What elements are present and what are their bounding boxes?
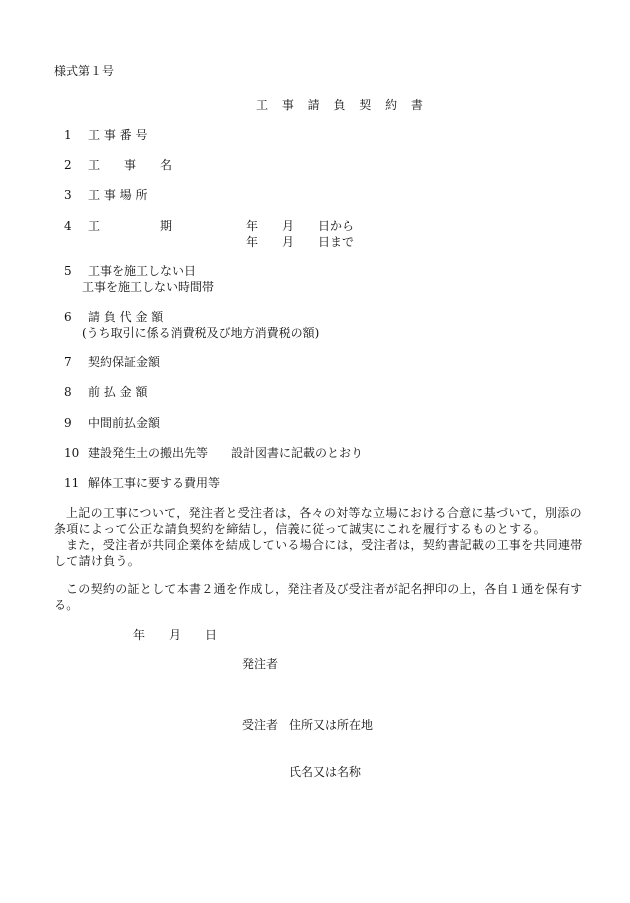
paragraph-agreement: 上記の工事について，発注者と受注者は，各々の対等な立場における合意に基づいて，別添の条項によって公正な請負契約を締結し，信義に従って誠実にこれを履行するものとする。 — [54, 506, 582, 536]
item-label: 工事を施工しない日 — [88, 264, 197, 278]
item-6 — [64, 309, 163, 325]
item-number: 11 — [64, 476, 80, 490]
item-8 — [64, 384, 147, 400]
item-9 — [64, 415, 160, 431]
item-label: 建設発生土の搬出先等 — [88, 446, 209, 460]
paragraph-witness: この契約の証として本書２通を作成し，発注者及び受注者が記名押印の上，各自１通を保有する。 — [54, 582, 583, 612]
item-label: 工 事 場 所 — [88, 188, 148, 202]
item-2 — [64, 157, 172, 173]
name-label: 氏名又は名称 — [289, 765, 362, 779]
contractor-label: 受注者 — [242, 718, 279, 732]
item-number: 5 — [64, 264, 72, 278]
item-number: 6 — [64, 310, 72, 324]
address-label: 住所又は所在地 — [289, 718, 374, 732]
item-number: 9 — [64, 416, 72, 430]
item-label: 解体工事に要する費用等 — [88, 476, 221, 490]
orderer-label: 発注者 — [242, 657, 279, 671]
item-3 — [64, 187, 147, 203]
item-6-sub: (うち取引に係る消費税及び地方消費税の額) — [82, 326, 320, 340]
item-label: 前 払 金 額 — [88, 385, 148, 399]
item-number: 4 — [64, 219, 72, 233]
item-number: 7 — [64, 355, 72, 369]
item-number: 8 — [64, 385, 72, 399]
item-label: 契約保証金額 — [88, 355, 161, 369]
item-number: 2 — [64, 158, 72, 172]
item-number: 10 — [64, 446, 80, 460]
item-5 — [64, 263, 196, 279]
item-11 — [64, 475, 220, 491]
item-7 — [64, 354, 160, 370]
item-number: 1 — [64, 128, 72, 142]
item-label: 請 負 代 金 額 — [88, 310, 164, 324]
paragraph-joint-venture: また，受注者が共同企業体を結成している場合には，受注者は，契約書記載の工事を共同連帯して請け負う。 — [54, 538, 583, 568]
item-10-value: 設計図書に記載のとおり — [231, 446, 364, 460]
item-label: 工 事 番 号 — [88, 128, 148, 142]
item-label: 工 事 名 — [88, 158, 173, 172]
item-label: 中間前払金額 — [88, 416, 161, 430]
period-end: 年 月 日まで — [246, 235, 355, 249]
item-4 — [64, 218, 172, 234]
period-start: 年 月 日から — [246, 219, 355, 233]
item-label: 工 期 — [88, 219, 173, 233]
item-5-sub: 工事を施工しない時間帯 — [82, 280, 215, 294]
item-1 — [64, 127, 147, 143]
contract-date: 年 月 日 — [133, 628, 218, 642]
item-number: 3 — [64, 188, 72, 202]
form-number: 様式第１号 — [54, 64, 115, 78]
document-title: 工 事 請 負 契 約 書 — [256, 98, 428, 112]
item-10 — [64, 445, 208, 461]
